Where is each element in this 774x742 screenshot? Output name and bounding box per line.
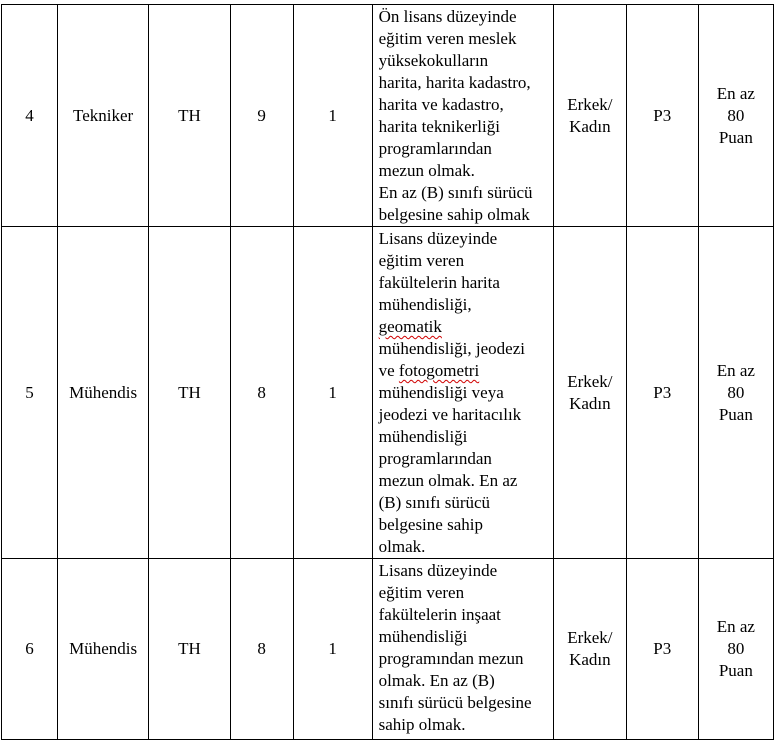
requirement-line: programlarından	[378, 139, 492, 158]
table-row	[2, 227, 774, 559]
requirement-line: Lisans düzeyinde	[378, 229, 498, 248]
requirement-line	[379, 316, 549, 338]
spellcheck-underlined-text: fotogometri	[398, 361, 480, 380]
class-code: TH	[149, 5, 231, 227]
requirement-line: sınıfı sürücü belgesine	[378, 693, 532, 712]
requirement-line: En az (B) sınıfı sürücü	[378, 183, 533, 202]
position-count: 1	[293, 5, 372, 227]
table-row	[2, 5, 774, 227]
position-title: Mühendis	[58, 559, 149, 740]
score-line: Puan	[718, 127, 753, 147]
grade: 8	[230, 227, 293, 559]
kpss-type: P3	[626, 5, 698, 227]
requirement-line: mühendisliği veya	[378, 383, 504, 402]
kpss-type: P3	[626, 559, 698, 740]
requirement-line: olmak.	[378, 537, 426, 556]
requirement-line: sahip olmak.	[378, 715, 466, 734]
gender-line: Erkek/	[567, 371, 613, 391]
requirement-line: mühendisliği	[378, 427, 468, 446]
gender-cell	[553, 5, 626, 227]
class-code: TH	[149, 559, 231, 740]
requirement-line: Lisans düzeyinde	[378, 561, 498, 580]
row-number: 5	[2, 227, 58, 559]
requirement-line: harita ve kadastro,	[378, 95, 504, 114]
requirement-line: belgesine sahip	[378, 515, 483, 534]
gender-line: Erkek/	[567, 94, 613, 114]
position-title: Tekniker	[58, 5, 149, 227]
score-line: Puan	[718, 404, 753, 424]
requirement-line: ve fotogometri	[378, 361, 480, 380]
position-table	[1, 4, 774, 740]
position-title: Mühendis	[58, 227, 149, 559]
row-number: 6	[2, 559, 58, 740]
row-number: 4	[2, 5, 58, 227]
requirement-line: programlarından	[378, 449, 492, 468]
requirement-line: harita, harita kadastro,	[378, 73, 531, 92]
gender-line: Kadın	[569, 393, 611, 413]
grade: 9	[230, 5, 293, 227]
class-code: TH	[149, 227, 231, 559]
gender-cell	[553, 559, 626, 740]
score-line: 80	[727, 382, 745, 402]
score-line: 80	[727, 639, 745, 658]
requirements-cell	[372, 559, 553, 740]
gender-cell	[553, 227, 626, 559]
requirement-line: jeodezi ve haritacılık	[378, 405, 522, 424]
requirement-line: eğitim veren	[378, 583, 465, 602]
position-count: 1	[293, 559, 372, 740]
score-cell	[698, 227, 773, 559]
grade: 8	[230, 559, 293, 740]
requirement-line: olmak. En az (B)	[378, 671, 495, 690]
score-cell	[698, 559, 773, 740]
requirements-cell	[372, 5, 553, 227]
spellcheck-underlined-text: geomatik	[378, 317, 442, 336]
gender-line: Erkek/	[567, 628, 613, 647]
requirement-line: fakültelerin inşaat	[378, 605, 501, 624]
requirement-line: programından mezun	[378, 649, 524, 668]
score-line: 80	[727, 105, 745, 125]
kpss-type: P3	[626, 227, 698, 559]
score-line: En az	[716, 83, 755, 103]
requirement-line: mühendisliği,	[378, 295, 472, 314]
gender-line: Kadın	[569, 116, 611, 136]
score-cell	[698, 5, 773, 227]
requirement-line: eğitim veren meslek	[378, 29, 517, 48]
requirement-line: mühendisliği, jeodezi	[378, 339, 525, 358]
position-count: 1	[293, 227, 372, 559]
requirement-line: eğitim veren	[378, 251, 465, 270]
score-line: En az	[716, 360, 755, 380]
table-row	[2, 559, 774, 740]
requirement-line: harita teknikerliği	[378, 117, 500, 136]
requirement-line: fakültelerin harita	[378, 273, 500, 292]
requirement-line: (B) sınıfı sürücü	[378, 493, 491, 512]
score-line: En az	[716, 617, 755, 636]
requirement-line: Ön lisans düzeyinde	[378, 7, 517, 26]
requirement-line: belgesine sahip olmak	[378, 205, 530, 224]
gender-line: Kadın	[569, 650, 611, 669]
requirement-line: mühendisliği	[378, 627, 468, 646]
score-line: Puan	[718, 661, 753, 680]
requirement-line: mezun olmak. En az	[378, 471, 518, 490]
requirement-line: mezun olmak.	[378, 161, 475, 180]
requirements-cell	[372, 227, 553, 559]
requirement-line: yüksekokulların	[378, 51, 489, 70]
